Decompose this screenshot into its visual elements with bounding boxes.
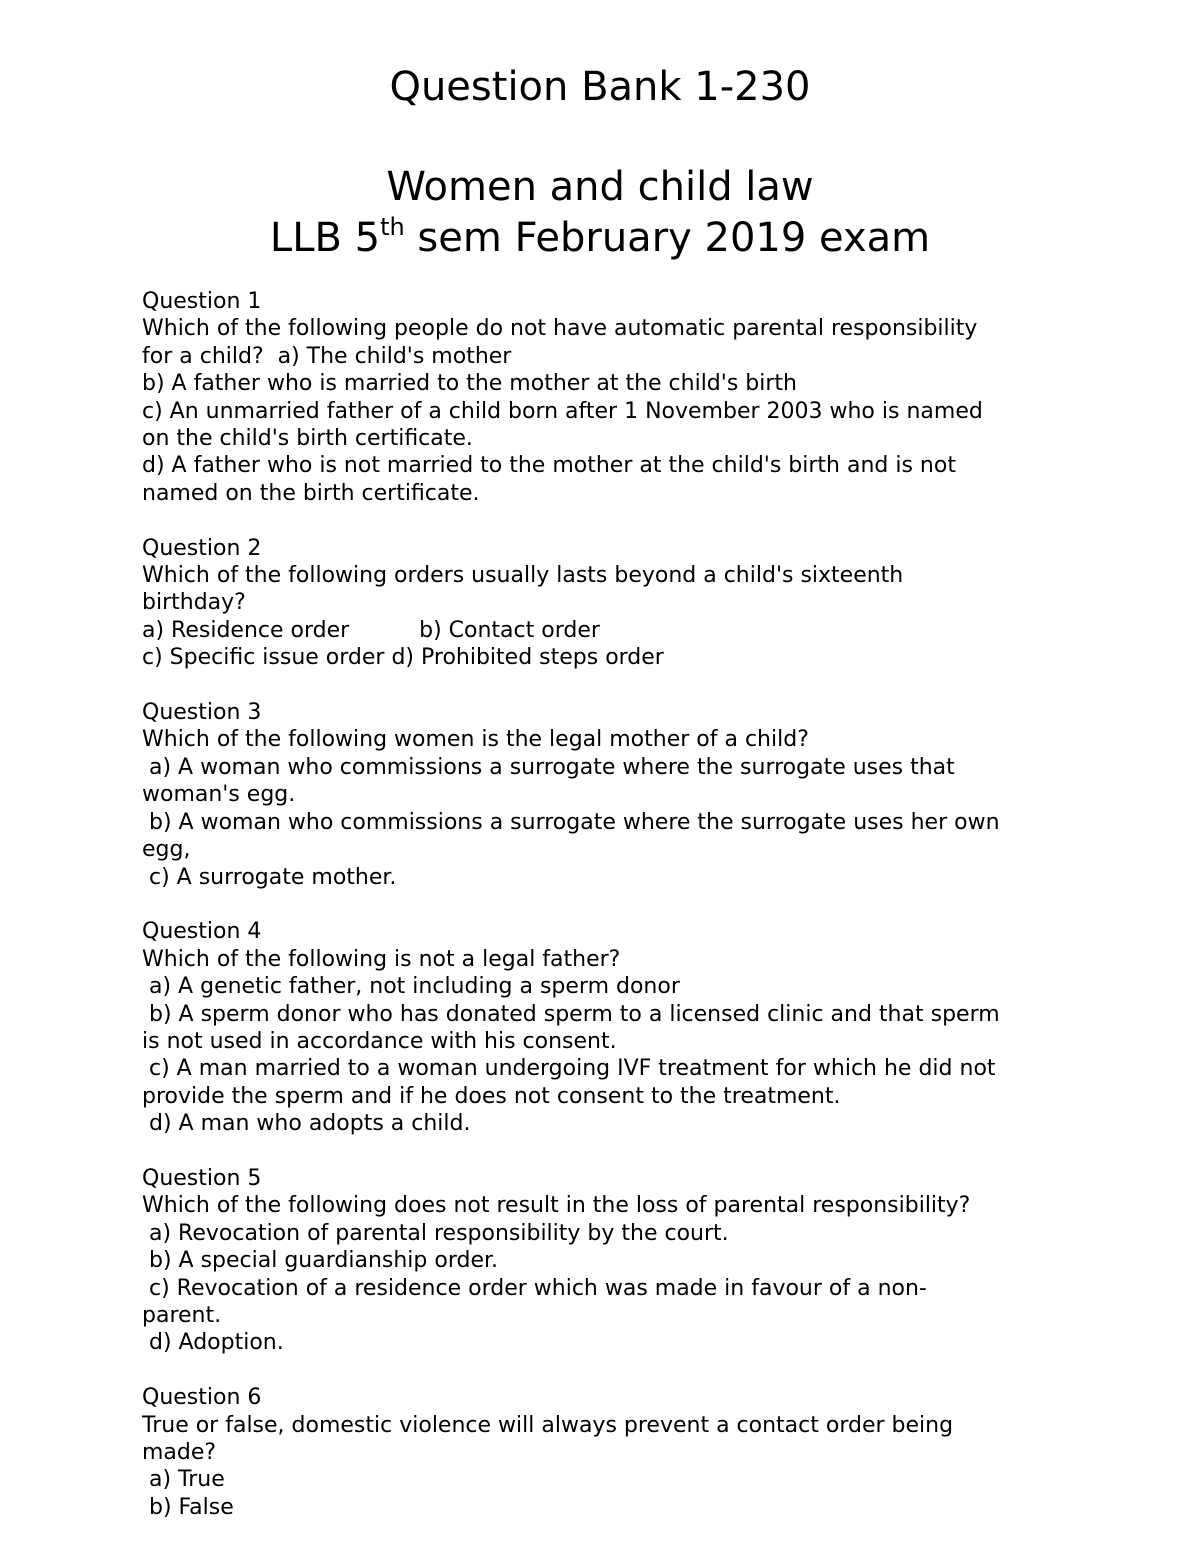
course-prefix: LLB 5 bbox=[269, 215, 381, 261]
question-option-line: c) Specific issue order d) Prohibited steps order bbox=[142, 645, 664, 671]
question-option-line: b) A special guardianship order. bbox=[142, 1248, 499, 1274]
question-option-line: b) False bbox=[142, 1494, 234, 1520]
question-block bbox=[142, 1165, 1082, 1357]
question-block bbox=[142, 699, 1082, 891]
question-option-line: a) Residence order b) Contact order bbox=[142, 617, 600, 643]
question-block bbox=[142, 535, 1082, 672]
question-option-line: a) A genetic father, not including a sperm donor bbox=[142, 974, 680, 1000]
page-title: Question Bank 1-230 bbox=[389, 64, 811, 110]
question-option-line: a) True bbox=[142, 1467, 225, 1493]
question-option-line: parent. bbox=[142, 1302, 222, 1328]
question-option-line: provide the sperm and if he does not consent to the treatment. bbox=[142, 1083, 841, 1109]
question-block bbox=[142, 918, 1082, 1137]
question-text: True or false, domestic violence will always prevent a contact order being bbox=[142, 1412, 954, 1438]
question-option-line: b) A woman who commissions a surrogate where the surrogate uses her own bbox=[142, 809, 1000, 835]
question-label: Question 6 bbox=[142, 1385, 262, 1411]
question-option-line: c) An unmarried father of a child born after 1 November 2003 who is named bbox=[142, 398, 983, 424]
question-text: Which of the following people do not have automatic parental responsibility bbox=[142, 316, 978, 342]
question-option-line: d) A father who is not married to the mother at the child's birth and is not bbox=[142, 453, 956, 479]
question-option-line: on the child's birth certificate. bbox=[142, 426, 473, 452]
question-option-line: c) A man married to a woman undergoing IVF treatment for which he did not bbox=[142, 1056, 996, 1082]
question-label: Question 5 bbox=[142, 1165, 262, 1191]
question-text: Which of the following is not a legal father? bbox=[142, 946, 621, 972]
question-option-line: b) A sperm donor who has donated sperm to a licensed clinic and that sperm bbox=[142, 1001, 1000, 1027]
question-option-line: c) Revocation of a residence order which was made in favour of a non- bbox=[142, 1275, 927, 1301]
question-option-line: b) A father who is married to the mother at the child's birth bbox=[142, 371, 797, 397]
question-label: Question 1 bbox=[142, 289, 262, 314]
question-option-line: birthday? bbox=[142, 590, 246, 616]
course-suffix: sem February 2019 exam bbox=[404, 215, 931, 261]
question-label: Question 2 bbox=[142, 535, 262, 561]
course-heading bbox=[0, 213, 1200, 261]
question-option-line: named on the birth certificate. bbox=[142, 480, 480, 506]
question-option-line: for a child? a) The child's mother bbox=[142, 343, 512, 369]
question-option-line: is not used in accordance with his consent. bbox=[142, 1028, 617, 1054]
question-option-line: a) A woman who commissions a surrogate where the surrogate uses that bbox=[142, 754, 955, 780]
question-text: Which of the following orders usually lasts beyond a child's sixteenth bbox=[142, 563, 904, 589]
question-text: Which of the following does not result in the loss of parental responsibility? bbox=[142, 1193, 971, 1219]
question-option-line: c) A surrogate mother. bbox=[142, 864, 397, 890]
question-option-line: d) A man who adopts a child. bbox=[142, 1111, 471, 1137]
question-option-line: woman's egg. bbox=[142, 782, 296, 808]
question-option-line: d) Adoption. bbox=[142, 1330, 284, 1356]
question-list bbox=[142, 288, 1082, 1549]
course-superscript: th bbox=[380, 213, 405, 241]
question-block bbox=[142, 1384, 1082, 1521]
page-subtitle: Women and child law bbox=[386, 164, 814, 210]
question-label: Question 3 bbox=[142, 700, 262, 726]
question-text: Which of the following women is the legal mother of a child? bbox=[142, 727, 809, 753]
question-option-line: made? bbox=[142, 1439, 217, 1465]
question-option-line: egg, bbox=[142, 837, 191, 863]
question-label: Question 4 bbox=[142, 919, 262, 945]
question-option-line: a) Revocation of parental responsibility by the court. bbox=[142, 1220, 729, 1246]
question-block bbox=[142, 288, 1082, 507]
